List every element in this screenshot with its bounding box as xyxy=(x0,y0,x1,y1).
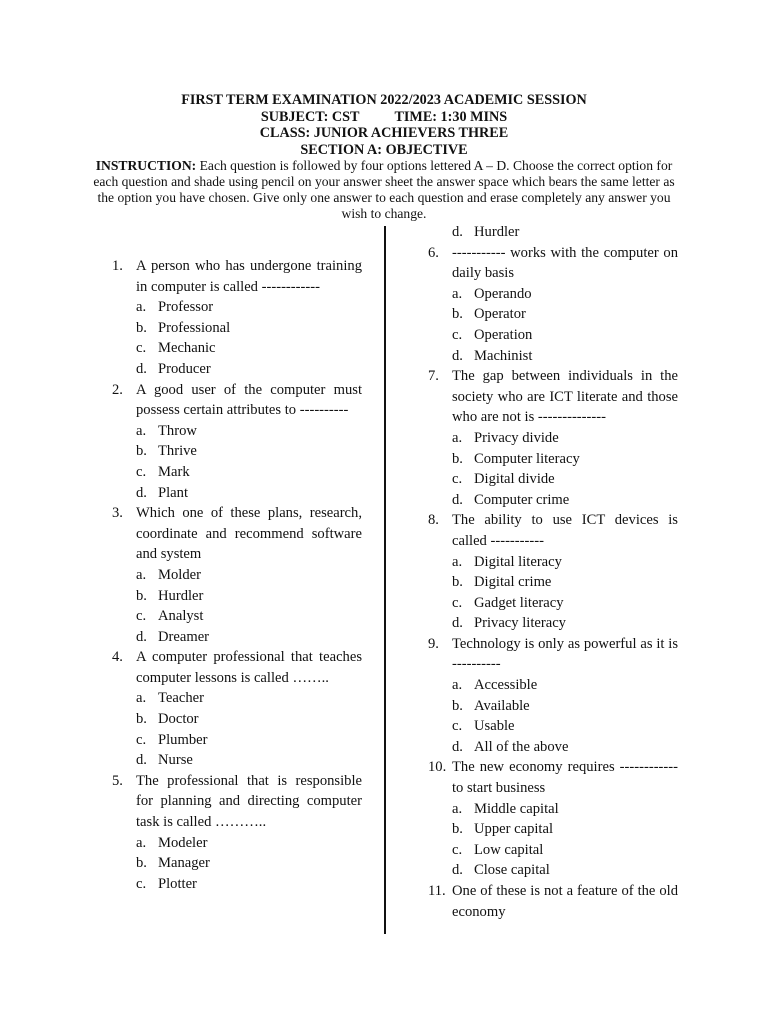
question-text: A good user of the computer must possess certain attributes to ---------- xyxy=(136,381,362,419)
question-item xyxy=(428,634,678,675)
option-item xyxy=(112,606,362,627)
option-item xyxy=(112,833,362,854)
option-item xyxy=(428,696,678,717)
option-letter: b. xyxy=(452,821,463,838)
option-item xyxy=(112,750,362,771)
option-item xyxy=(112,586,362,607)
option-text: Digital divide xyxy=(474,471,555,488)
option-letter: d. xyxy=(452,862,463,879)
option-letter: a. xyxy=(452,429,463,446)
option-letter: b. xyxy=(452,306,463,323)
option-letter: c. xyxy=(452,718,463,735)
option-text: Producer xyxy=(158,360,211,377)
question-item xyxy=(112,503,362,565)
option-text: Plumber xyxy=(158,731,208,748)
option-letter: d. xyxy=(136,628,147,645)
question-text: A computer professional that teaches computer lessons is called …….. xyxy=(136,649,362,686)
question-text: The gap between individuals in the society who are ICT literate and those who are not is -------------- xyxy=(452,368,678,426)
option-item xyxy=(112,483,362,504)
option-item xyxy=(112,627,362,648)
option-letter: a. xyxy=(452,677,463,694)
option-letter: d. xyxy=(136,360,147,377)
option-item xyxy=(112,338,362,359)
option-letter: a. xyxy=(452,285,463,302)
option-item xyxy=(112,318,362,339)
option-letter: a. xyxy=(136,422,147,439)
question-number: 4. xyxy=(112,649,123,666)
option-letter: c. xyxy=(136,463,147,480)
option-text: Hurdler xyxy=(474,224,520,240)
option-text: Manager xyxy=(158,855,210,872)
carryover-option xyxy=(428,222,678,243)
option-letter: d. xyxy=(452,615,463,632)
option-letter: d. xyxy=(452,738,463,755)
option-item xyxy=(428,593,678,614)
option-text: Operando xyxy=(474,285,532,302)
question-text: One of these is not a feature of the old economy xyxy=(452,883,678,920)
option-item xyxy=(428,346,678,367)
option-letter: d. xyxy=(452,347,463,364)
question-text: The professional that is responsible for planning and directing computer task is called ……….. xyxy=(136,772,362,831)
option-item xyxy=(112,359,362,380)
option-letter: b. xyxy=(136,711,147,728)
option-text: Thrive xyxy=(158,443,197,460)
option-item xyxy=(428,469,678,490)
option-text: Digital crime xyxy=(474,574,552,591)
option-text: Digital literacy xyxy=(474,553,562,570)
option-item xyxy=(428,325,678,346)
option-letter: c. xyxy=(452,471,463,488)
instruction-paragraph xyxy=(88,158,680,222)
question-item xyxy=(428,510,678,551)
question-number: 3. xyxy=(112,505,123,522)
option-text: All of the above xyxy=(474,738,569,755)
option-letter: c. xyxy=(136,731,147,748)
class-line: CLASS: JUNIOR ACHIEVERS THREE xyxy=(259,125,509,141)
option-letter: a. xyxy=(136,299,147,316)
option-text: Available xyxy=(474,697,530,714)
question-item xyxy=(112,380,362,421)
option-item xyxy=(112,709,362,730)
option-item xyxy=(112,565,362,586)
option-text: Close capital xyxy=(474,862,550,879)
option-item xyxy=(428,490,678,511)
option-letter: a. xyxy=(136,690,147,707)
question-item xyxy=(112,771,362,833)
exam-header xyxy=(0,92,768,158)
option-text: Middle capital xyxy=(474,800,559,817)
option-text: Dreamer xyxy=(158,628,210,645)
option-text: Privacy divide xyxy=(474,429,559,446)
question-number: 10. xyxy=(428,759,447,776)
option-text: Throw xyxy=(158,422,197,439)
question-number: 5. xyxy=(112,772,123,789)
question-item xyxy=(428,881,678,922)
question-item xyxy=(428,243,678,284)
option-text: Molder xyxy=(158,566,201,583)
option-text: Gadget literacy xyxy=(474,594,564,611)
instruction-label: INSTRUCTION: xyxy=(95,158,197,173)
option-item xyxy=(428,428,678,449)
option-item xyxy=(428,675,678,696)
question-number: 6. xyxy=(428,244,439,261)
option-letter: b. xyxy=(136,443,147,460)
option-item xyxy=(428,449,678,470)
option-letter: b. xyxy=(452,450,463,467)
question-number: 2. xyxy=(112,381,123,398)
option-item xyxy=(428,716,678,737)
option-letter: b. xyxy=(136,587,147,604)
question-number: 9. xyxy=(428,635,439,652)
option-item xyxy=(428,284,678,305)
question-item xyxy=(428,366,678,428)
question-text: The new economy requires ------------ to start business xyxy=(452,759,678,797)
option-letter: d. xyxy=(136,484,147,501)
option-text: Machinist xyxy=(474,347,533,364)
option-text: Computer crime xyxy=(474,491,570,508)
option-text: Mark xyxy=(158,463,190,480)
option-letter: b. xyxy=(136,855,147,872)
option-letter: a. xyxy=(452,800,463,817)
option-text: Plotter xyxy=(158,875,197,892)
option-item xyxy=(112,853,362,874)
option-letter: c. xyxy=(136,875,147,892)
option-item xyxy=(428,613,678,634)
option-text: Computer literacy xyxy=(474,450,580,467)
option-item xyxy=(428,572,678,593)
option-text: Analyst xyxy=(158,608,204,625)
question-text: A person who has undergone training in computer is called ------------ xyxy=(136,258,362,295)
question-number: 8. xyxy=(428,512,439,529)
section-line: SECTION A: OBJECTIVE xyxy=(300,141,468,158)
option-letter: a. xyxy=(452,553,463,570)
question-number: 1. xyxy=(112,258,123,274)
question-item xyxy=(112,647,362,688)
option-item xyxy=(428,860,678,881)
option-item xyxy=(112,441,362,462)
option-letter: c. xyxy=(452,594,463,611)
option-item xyxy=(112,297,362,318)
option-text: Upper capital xyxy=(474,821,554,838)
option-text: Mechanic xyxy=(158,340,216,357)
option-text: Doctor xyxy=(158,711,199,728)
option-item xyxy=(112,688,362,709)
option-letter: d. xyxy=(452,224,463,240)
option-item xyxy=(112,462,362,483)
option-letter: b. xyxy=(452,697,463,714)
option-item xyxy=(112,421,362,442)
option-item xyxy=(428,304,678,325)
option-text: Hurdler xyxy=(158,587,204,604)
question-number: 11. xyxy=(428,883,446,899)
option-letter: a. xyxy=(136,566,147,583)
question-text: The ability to use ICT devices is called ----------- xyxy=(452,512,678,549)
option-letter: b. xyxy=(136,319,147,336)
option-text: Privacy literacy xyxy=(474,615,566,632)
option-item xyxy=(428,840,678,861)
option-letter: a. xyxy=(136,834,147,851)
option-text: Operation xyxy=(474,326,533,343)
option-item xyxy=(428,737,678,758)
option-letter: c. xyxy=(452,326,463,343)
question-number: 7. xyxy=(428,368,439,385)
option-letter: c. xyxy=(136,608,147,625)
question-text: Which one of these plans, research, coordinate and recommend software and system xyxy=(136,505,362,563)
left-column xyxy=(112,256,362,894)
option-text: Teacher xyxy=(158,690,204,707)
option-text: Plant xyxy=(158,484,188,501)
option-letter: c. xyxy=(136,340,147,357)
option-item xyxy=(112,874,362,895)
option-letter: b. xyxy=(452,574,463,591)
option-text: Modeler xyxy=(158,834,208,851)
option-text: Usable xyxy=(474,718,515,735)
option-letter: d. xyxy=(136,752,147,769)
option-letter: c. xyxy=(452,841,463,858)
option-text: Accessible xyxy=(474,677,538,694)
option-text: Low capital xyxy=(474,841,544,858)
option-letter: d. xyxy=(452,491,463,508)
option-item xyxy=(112,730,362,751)
option-text: Operator xyxy=(474,306,526,323)
option-text: Nurse xyxy=(158,752,193,769)
option-text: Professional xyxy=(158,319,231,336)
option-item xyxy=(428,799,678,820)
question-text: Technology is only as powerful as it is ---------- xyxy=(452,635,678,673)
instruction-text: Each question is followed by four options lettered A – D. Choose the correct option for each question and shade using pencil on your answer sheet the answer space which bears the same letter as the option you have chosen. Give only one answer to each question and erase completely any answer you wish to change. xyxy=(93,158,675,221)
subject-time-line: SUBJECT: CST TIME: 1:30 MINS xyxy=(260,108,508,125)
question-text: ----------- works with the computer on daily basis xyxy=(452,244,678,282)
option-item xyxy=(428,552,678,573)
column-divider xyxy=(384,226,386,934)
option-item xyxy=(428,819,678,840)
right-column xyxy=(428,222,678,922)
option-text: Professor xyxy=(158,299,214,316)
exam-title: FIRST TERM EXAMINATION 2022/2023 ACADEMIC SESSION xyxy=(181,92,587,108)
question-item xyxy=(428,757,678,798)
question-item xyxy=(112,256,362,297)
